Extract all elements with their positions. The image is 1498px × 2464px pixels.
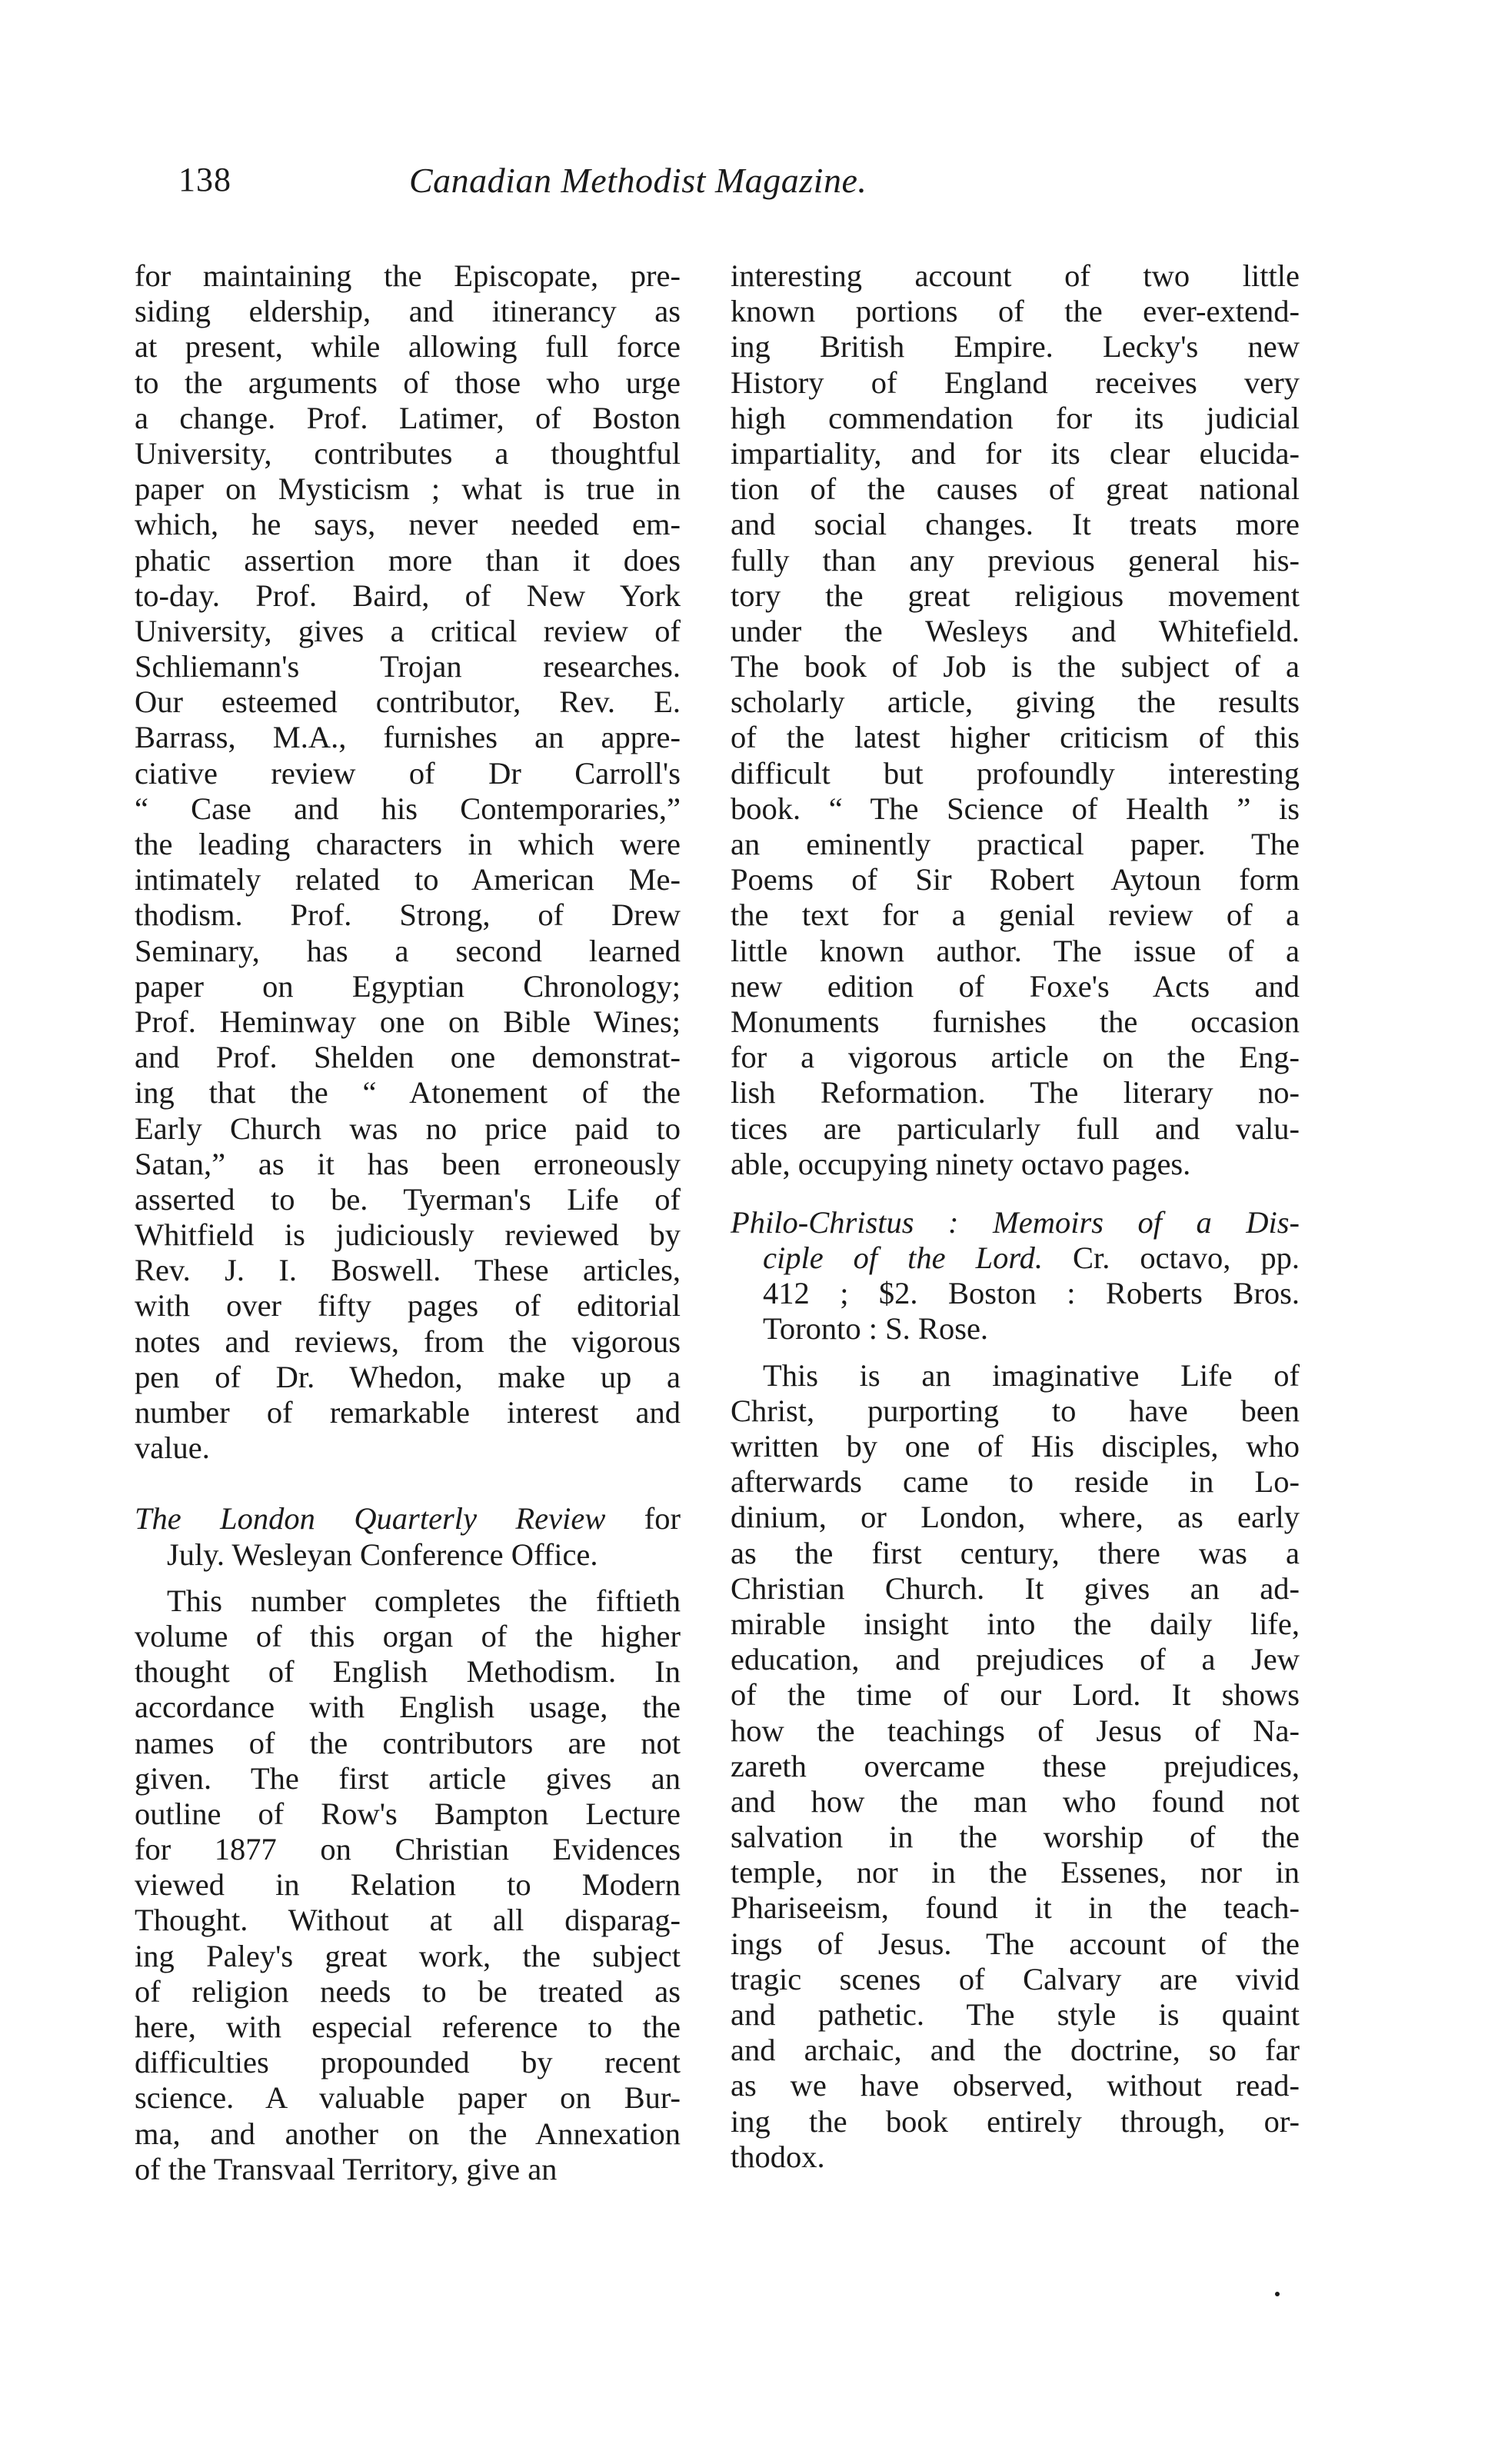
text-line: intimately related to American Me- — [135, 862, 681, 897]
text-line: little known author. The issue of a — [731, 933, 1300, 968]
text-line: viewed in Relation to Modern — [135, 1867, 681, 1903]
text-line: education, and prejudices of a Jew — [731, 1642, 1300, 1677]
text-line: outline of Row's Bampton Lecture — [135, 1796, 681, 1831]
text-line: notes and reviews, from the vigorous — [135, 1324, 681, 1359]
text-line: and pathetic. The style is quaint — [731, 1997, 1300, 2032]
text-line: tory the great religious movement — [731, 578, 1300, 613]
review-paragraph-philo-christus — [731, 1358, 1300, 2175]
text-line: to-day. Prof. Baird, of New York — [135, 578, 681, 613]
text-line: mirable insight into the daily life, — [731, 1606, 1300, 1641]
text-line: for a vigorous article on the Eng- — [731, 1040, 1300, 1075]
review-heading-line — [135, 1501, 681, 1537]
text-line: thought of English Methodism. In — [135, 1654, 681, 1690]
text-line: Prof. Heminway one on Bible Wines; — [135, 1004, 681, 1039]
text-line: as we have observed, without read- — [731, 2068, 1300, 2103]
text-line: and social changes. It treats more — [731, 507, 1300, 542]
text-line: Rev. J. I. Boswell. These articles, — [135, 1253, 681, 1288]
text-line: siding eldership, and itinerancy as — [135, 294, 681, 329]
text-line: Christian Church. It gives an ad- — [731, 1570, 1300, 1606]
text-line: and how the man who found not — [731, 1783, 1300, 1819]
text-line: tices are particularly full and valu- — [731, 1110, 1300, 1146]
text-line: and Prof. Shelden one demonstrat- — [135, 1040, 681, 1075]
text-line: how the teachings of Jesus of Na- — [731, 1713, 1300, 1748]
text-line: ma, and another on the Annexation — [135, 2116, 681, 2151]
text-line: Satan,” as it has been erroneously — [135, 1146, 681, 1181]
review-heading-line: July. Wesleyan Conference Office. — [167, 1537, 598, 1572]
text-line: tion of the causes of great national — [731, 471, 1300, 507]
review-heading-london-quarterly — [135, 1501, 681, 1572]
text-line: for maintaining the Episcopate, pre- — [135, 258, 681, 293]
text-line: Monuments furnishes the occasion — [731, 1004, 1300, 1039]
text-line: science. A valuable paper on Bur- — [135, 2080, 681, 2116]
text-line: temple, nor in the Essenes, nor in — [731, 1855, 1300, 1890]
text-line: accordance with English usage, the — [135, 1690, 681, 1725]
page-number: 138 — [178, 161, 231, 198]
text-line: The book of Job is the subject of a — [731, 649, 1300, 684]
text-line: at present, while allowing full force — [135, 329, 681, 365]
text-line: Whitfield is judiciously reviewed by — [135, 1217, 681, 1253]
text-line: fully than any previous general his- — [731, 542, 1300, 578]
text-line: This number completes the fiftieth — [167, 1583, 681, 1618]
text-line: difficulties propounded by recent — [135, 2045, 681, 2080]
text-line: afterwards came to reside in Lo- — [731, 1464, 1300, 1500]
text-line: number of remarkable interest and — [135, 1395, 681, 1430]
text-line: ing Paley's great work, the subject — [135, 1938, 681, 1973]
text-line: which, he says, never needed em- — [135, 507, 681, 542]
text-line: ciative review of Dr Carroll's — [135, 755, 681, 791]
text-line: ing that the “ Atonement of the — [135, 1075, 681, 1110]
running-title: Canadian Methodist Magazine. — [409, 161, 867, 200]
text-line: under the Wesleys and Whitefield. — [731, 613, 1300, 648]
text-line: scholarly article, giving the results — [731, 684, 1300, 720]
text-line: high commendation for its judicial — [731, 400, 1300, 435]
text-line: known portions of the ever-extend- — [731, 294, 1300, 329]
text-line: an eminently practical paper. The — [731, 827, 1300, 861]
text-line: Thought. Without at all disparag- — [135, 1903, 681, 1938]
book-heading-line — [731, 1205, 1300, 1240]
text-line: University, contributes a thoughtful — [135, 435, 681, 471]
stray-mark — [1275, 2292, 1280, 2296]
text-line: salvation in the worship of the — [731, 1820, 1300, 1855]
text-line: thodism. Prof. Strong, of Drew — [135, 897, 681, 933]
text-line: new edition of Foxe's Acts and — [731, 968, 1300, 1004]
book-heading-philo-christus — [731, 1205, 1300, 1347]
text-line: Seminary, has a second learned — [135, 933, 681, 968]
text-line: and archaic, and the doctrine, so far — [731, 2033, 1300, 2068]
text-line: History of England receives very — [731, 365, 1300, 400]
text-line: Schliemann's Trojan researches. — [135, 649, 681, 684]
text-line: value. — [135, 1430, 210, 1466]
text-line: This is an imaginative Life of — [763, 1357, 1300, 1393]
page-header — [178, 160, 1324, 214]
text-line: tragic scenes of Calvary are vivid — [731, 1961, 1300, 1996]
book-title: Philo-Christus : Memoirs of a Dis- — [731, 1204, 1300, 1240]
review-heading-text: for — [605, 1501, 681, 1537]
text-line: here, with especial reference to the — [135, 2009, 681, 2044]
text-line: of the time of our Lord. It shows — [731, 1677, 1300, 1713]
text-line: volume of this organ of the higher — [135, 1618, 681, 1653]
book-heading-line: 412 ; $2. Boston : Roberts Bros. — [763, 1276, 1300, 1311]
text-line: interesting account of two little — [731, 258, 1300, 293]
text-line: Barrass, M.A., furnishes an appre- — [135, 720, 681, 755]
text-line: to the arguments of those who urge — [135, 365, 681, 400]
text-line: the leading characters in which were — [135, 827, 681, 861]
text-line: of the latest higher criticism of this — [731, 720, 1300, 755]
text-line: able, occupying ninety octavo pages. — [731, 1146, 1191, 1181]
text-line: Poems of Sir Robert Aytoun form — [731, 862, 1300, 897]
book-format: Cr. octavo, pp. — [1043, 1240, 1300, 1276]
book-heading-line: Toronto : S. Rose. — [763, 1311, 989, 1347]
text-line: of religion needs to be treated as — [135, 1973, 681, 2009]
text-line: Early Church was no price paid to — [135, 1110, 681, 1146]
text-line: paper on Mysticism ; what is true in — [135, 471, 681, 507]
text-line: Christ, purporting to have been — [731, 1393, 1300, 1428]
review-journal-title: The London Quarterly Review — [135, 1501, 606, 1537]
text-line: names of the contributors are not — [135, 1725, 681, 1760]
text-line: thodox. — [731, 2139, 825, 2174]
text-line: written by one of His disciples, who — [731, 1429, 1300, 1463]
text-line: lish Reformation. The literary no- — [731, 1075, 1300, 1110]
review-paragraph-continued — [135, 258, 681, 1466]
text-line: a change. Prof. Latimer, of Boston — [135, 400, 681, 435]
text-line: asserted to be. Tyerman's Life of — [135, 1181, 681, 1217]
text-line: the text for a genial review of a — [731, 897, 1300, 933]
text-line: given. The first article gives an — [135, 1760, 681, 1796]
text-line: book. “ The Science of Health ” is — [731, 791, 1300, 826]
text-line: zareth overcame these prejudices, — [731, 1748, 1300, 1783]
text-line: with over fifty pages of editorial — [135, 1288, 681, 1324]
text-line: “ Case and his Contemporaries,” — [135, 791, 681, 826]
left-column — [135, 258, 681, 2187]
text-line: dinium, or London, where, as early — [731, 1500, 1300, 1535]
text-line: of the Transvaal Territory, give an — [135, 2151, 558, 2186]
text-line: ings of Jesus. The account of the — [731, 1926, 1300, 1961]
text-line: phatic assertion more than it does — [135, 542, 681, 578]
text-line: difficult but profoundly interesting — [731, 755, 1300, 791]
text-line: ing British Empire. Lecky's new — [731, 329, 1300, 365]
text-line: paper on Egyptian Chronology; — [135, 968, 681, 1004]
book-heading-line — [731, 1240, 1300, 1276]
text-line: Phariseeism, found it in the teach- — [731, 1890, 1300, 1926]
right-column — [731, 258, 1300, 2175]
book-title-continued: ciple of the Lord. — [763, 1240, 1043, 1276]
text-line: ing the book entirely through, or- — [731, 2103, 1300, 2139]
review-paragraph-lecky — [731, 258, 1300, 1182]
text-line: pen of Dr. Whedon, make up a — [135, 1359, 681, 1394]
review-paragraph-london-quarterly — [135, 1583, 681, 2187]
text-line: Our esteemed contributor, Rev. E. — [135, 684, 681, 720]
text-line: University, gives a critical review of — [135, 613, 681, 648]
text-line: impartiality, and for its clear elucida- — [731, 435, 1300, 471]
text-line: for 1877 on Christian Evidences — [135, 1832, 681, 1867]
text-line: as the first century, there was a — [731, 1535, 1300, 1570]
